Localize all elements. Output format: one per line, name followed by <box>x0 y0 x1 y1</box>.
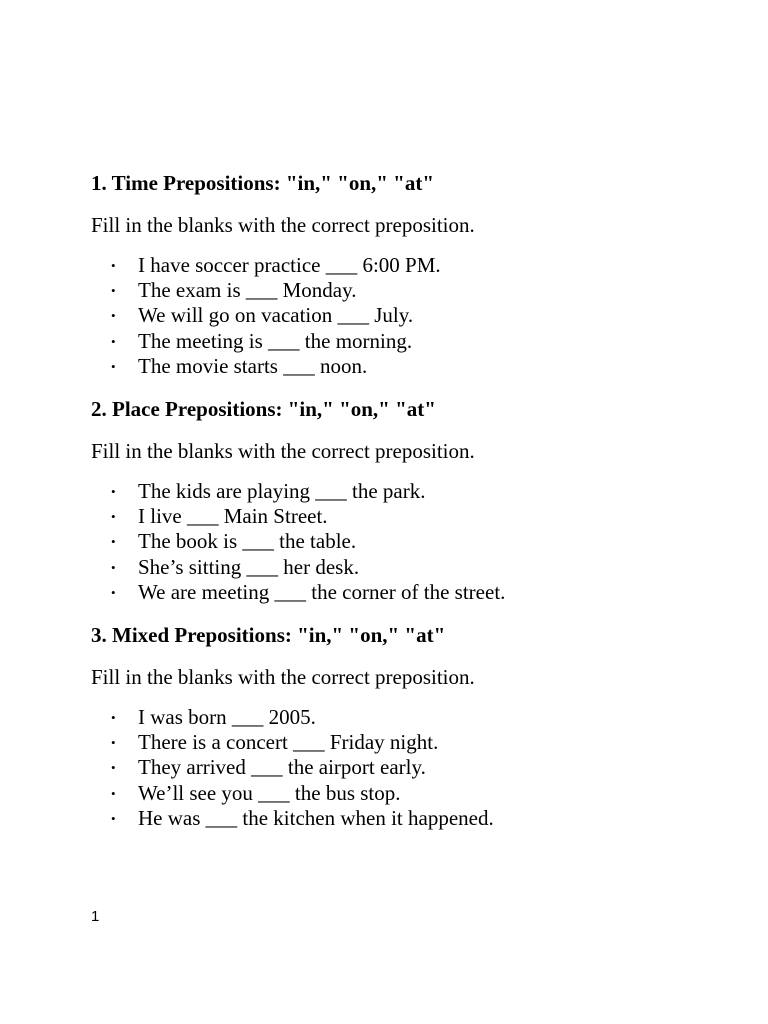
exercise-text: The book is ___ the table. <box>138 529 357 554</box>
exercise-text: The kids are playing ___ the park. <box>138 479 426 504</box>
exercise-text: We are meeting ___ the corner of the street. <box>138 579 506 604</box>
bullet-icon: • <box>111 509 116 525</box>
bullet-icon: • <box>111 308 116 324</box>
bullet-icon: • <box>111 283 116 299</box>
exercise-text: She’s sitting ___ her desk. <box>138 554 360 579</box>
bullet-icon: • <box>111 358 116 374</box>
bullet-icon: • <box>111 710 116 726</box>
bullet-icon: • <box>111 258 116 273</box>
exercise-item <box>91 705 731 730</box>
exercise-text: We will go on vacation ___ July. <box>138 303 414 328</box>
exercise-item <box>91 755 731 780</box>
exercise-item <box>91 504 731 529</box>
exercise-item <box>91 479 731 504</box>
bullet-icon: • <box>111 785 116 801</box>
bullet-icon: • <box>111 810 116 826</box>
section-heading: 2. Place Prepositions: "in," "on," "at" <box>91 397 436 422</box>
exercise-text: I was born ___ 2005. <box>138 705 316 730</box>
exercise-text: The meeting is ___ the morning. <box>138 328 413 353</box>
section-place-prepositions <box>91 394 731 605</box>
exercise-item <box>91 730 731 755</box>
exercise-text: There is a concert ___ Friday night. <box>138 730 439 755</box>
exercise-list <box>91 705 731 831</box>
exercise-text: I live ___ Main Street. <box>138 504 328 529</box>
bullet-icon: • <box>111 760 116 776</box>
exercise-text: The exam is ___ Monday. <box>138 278 357 303</box>
exercise-item <box>91 253 731 278</box>
bullet-icon: • <box>111 534 116 550</box>
bullet-icon: • <box>111 484 116 500</box>
exercise-text: I have soccer practice ___ 6:00 PM. <box>138 253 441 277</box>
exercise-item <box>91 329 731 354</box>
bullet-icon: • <box>111 333 116 349</box>
exercise-item <box>91 806 731 831</box>
page-number: 1 <box>91 908 100 925</box>
exercise-text: The movie starts ___ noon. <box>138 353 368 378</box>
bullet-icon: • <box>111 559 116 575</box>
exercise-item <box>91 354 731 379</box>
exercise-item <box>91 580 731 605</box>
section-mixed-prepositions <box>91 620 731 831</box>
bullet-icon: • <box>111 584 116 600</box>
exercise-text: We’ll see you ___ the bus stop. <box>138 780 401 805</box>
exercise-item <box>91 303 731 328</box>
document-body <box>91 168 731 846</box>
exercise-item <box>91 278 731 303</box>
exercise-text: They arrived ___ the airport early. <box>138 755 426 780</box>
bullet-icon: • <box>111 735 116 751</box>
exercise-list <box>91 253 731 379</box>
exercise-item <box>91 781 731 806</box>
section-instruction: Fill in the blanks with the correct preposition. <box>91 439 475 464</box>
exercise-list <box>91 479 731 605</box>
section-heading: 3. Mixed Prepositions: "in," "on," "at" <box>91 623 446 648</box>
section-instruction: Fill in the blanks with the correct preposition. <box>91 665 475 690</box>
exercise-text: He was ___ the kitchen when it happened. <box>138 805 494 830</box>
exercise-item <box>91 555 731 580</box>
section-time-prepositions <box>91 168 731 379</box>
section-heading: 1. Time Prepositions: "in," "on," "at" <box>91 171 434 195</box>
exercise-item <box>91 529 731 554</box>
section-instruction: Fill in the blanks with the correct preposition. <box>91 213 475 237</box>
